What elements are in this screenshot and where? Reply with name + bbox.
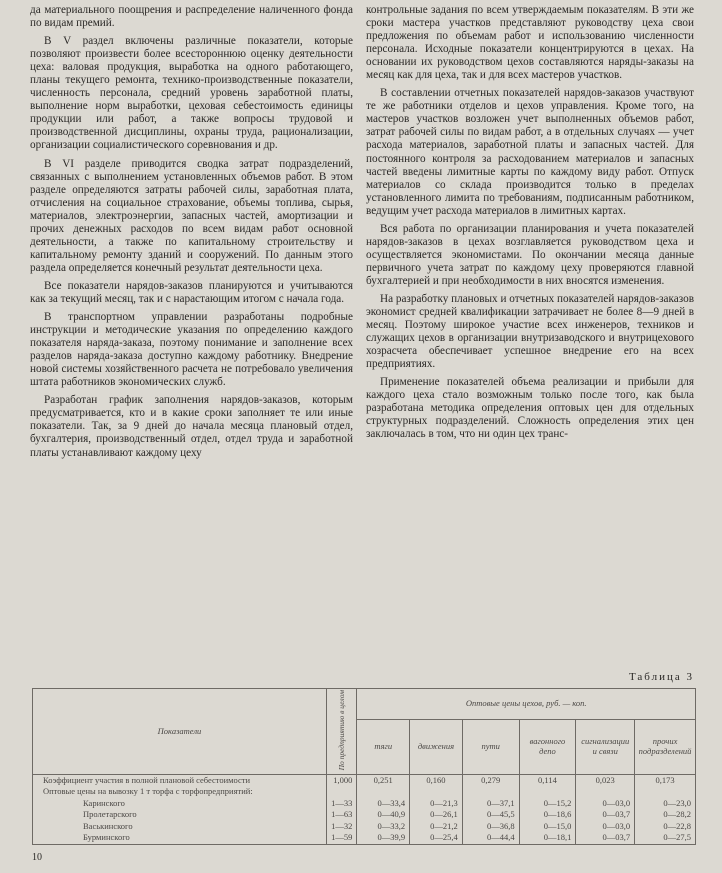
cell: 0,023 bbox=[576, 774, 635, 786]
table-row bbox=[33, 809, 696, 821]
cell: 0—03,7 bbox=[576, 809, 635, 821]
cell: 0—40,9 bbox=[357, 809, 410, 821]
cell: 0—03,0 bbox=[576, 821, 635, 833]
cell: 0—22,8 bbox=[635, 821, 696, 833]
header-col: вагонного депо bbox=[519, 720, 576, 775]
table-title: Таблица 3 bbox=[628, 671, 694, 683]
header-col: движения bbox=[410, 720, 463, 775]
row-label: Каринского bbox=[33, 798, 327, 810]
paragraph: контрольные задания по всем утверждаемым показателям. В эти же сроки мастера участков представляют руководству цеха свои предложения по объемам работ и использованию численности персонала. Исходные показатели концентрируются в цехах. На основании их руководством цехов составляются наряды-заказы на месяц как для цеха, так и для всех мастеров участков. bbox=[366, 4, 694, 82]
cell: 0—39,9 bbox=[357, 832, 410, 844]
paragraph: В VI разделе приводится сводка затрат подразделений, связанных с выполнением установленных объемов работ. В этом разделе определяются затраты рабочей силы, заработная плата, отчисления на социальное страхование, объемы топлива, сырья, материалов, электроэнергии, запасных частей, амортизации и прочих денежных расходов по всем видам работ основной деятельности, а также по капитальному строительству и капитальному ремонту зданий и сооружений. По данным этого раздела определяется конечный результат деятельности цеха. bbox=[30, 157, 353, 274]
header-col: сигнализации и связи bbox=[576, 720, 635, 775]
paragraph: да материального поощрения и распределение наличенного фонда по видам премий. bbox=[30, 4, 353, 30]
paragraph: В составлении отчетных показателей нарядов-заказов участвуют те же работники отделов и цехов управления. Кроме того, на мастеров участков возложен учет выполненных объемов работ, затрат рабочей силы по видам работ, а в отдельных случаях — учет расхода материалов, заработной платы и запасных частей. Для постоянного контроля за расходованием материалов и запасных частей введены лимитные карты по каждому виду работ. Отпуск материалов со склада производится только в пределах установленного лимита по требованиям, подписанным работником, ведущим учет расхода материалов в лимитных картах. bbox=[366, 87, 694, 217]
cell: 0—28,2 bbox=[635, 809, 696, 821]
header-total: По предприятию в целом bbox=[326, 689, 356, 775]
table-row bbox=[33, 774, 696, 786]
header-col: тяги bbox=[357, 720, 410, 775]
cell-total: 1—33 bbox=[326, 798, 356, 810]
paragraph: Вся работа по организации планирования и учета показателей нарядов-заказов в цехах возглавляется руководством цеха и осуществляется экономистами. По окончании месяца данные первичного учета затрат по каждому цеху проверяются главной бухгалтерией и при необходимости в них вносятся изменения. bbox=[366, 222, 694, 287]
header-group: Оптовые цены цехов, руб. — коп. bbox=[357, 689, 696, 720]
wholesale-prices-table bbox=[32, 688, 696, 845]
paragraph: В транспортном управлении разработаны подробные инструкции и методические указания по определению каждого показателя наряда-заказа, поэтому понимание и заполнение всех разделов наряда-заказа доступно каждому работнику. Внедрение новой системы хозяйственного расчета не потребовало увеличения штата работников экономических служб. bbox=[30, 311, 353, 389]
header-col: пути bbox=[462, 720, 519, 775]
cell: 0,160 bbox=[410, 774, 463, 786]
table-row bbox=[33, 832, 696, 844]
cell-total: 1,000 bbox=[326, 774, 356, 786]
table-row bbox=[33, 786, 696, 798]
cell: 0,114 bbox=[519, 774, 576, 786]
cell-total: 1—32 bbox=[326, 821, 356, 833]
cell: 0—33,2 bbox=[357, 821, 410, 833]
cell: 0,251 bbox=[357, 774, 410, 786]
cell: 0—18,6 bbox=[519, 809, 576, 821]
cell: 0—25,4 bbox=[410, 832, 463, 844]
cell-total: 1—59 bbox=[326, 832, 356, 844]
paragraph: Применение показателей объема реализации и прибыли для каждого цеха стало возможным только после того, как была разработана методика определения оптовых цен для отдельных структурных подразделений. Сложность определения этих цен заключалась в том, что ни один цех транс- bbox=[366, 376, 694, 441]
cell: 0—37,1 bbox=[462, 798, 519, 810]
table-row bbox=[33, 821, 696, 833]
paragraph: В V раздел включены различные показатели, которые позволяют произвести более всестороннюю оценку деятельности цеха: валовая продукция, выработка на одного работающего, планы текущего ремонта, технико-производственные показатели, численность персонала, средний уровень заработной платы, выполнение норм выработки, цеховая себестоимость единицы продукции или работ, а также вопросы трудовой и производственной дисциплины, охраны труда, рационализации, организации социалистического соревнования и др. bbox=[30, 35, 353, 152]
cell: 0—21,3 bbox=[410, 798, 463, 810]
row-label: Васькинского bbox=[33, 821, 327, 833]
row-label: Пролетарского bbox=[33, 809, 327, 821]
cell: 0—36,8 bbox=[462, 821, 519, 833]
group-label: Оптовые цены на вывозку 1 т торфа с торфопредприятий: bbox=[33, 786, 327, 798]
paragraph: Разработан график заполнения нарядов-заказов, которым предусматривается, кто и в какие сроки заполняет те или иные показатели. Так, за 9 дней до начала месяца плановый отдел, бухгалтерия, производственный отдел, отдел труда и заработной платы устанавливают каждому цеху bbox=[30, 394, 353, 459]
cell: 0—33,4 bbox=[357, 798, 410, 810]
table-row bbox=[33, 798, 696, 810]
cell: 0—26,1 bbox=[410, 809, 463, 821]
page-number: 10 bbox=[32, 852, 42, 863]
cell: 0—18,1 bbox=[519, 832, 576, 844]
header-col: прочих подразделений bbox=[635, 720, 696, 775]
cell: 0—44,4 bbox=[462, 832, 519, 844]
cell: 0—21,2 bbox=[410, 821, 463, 833]
cell: 0—15,2 bbox=[519, 798, 576, 810]
paragraph: На разработку плановых и отчетных показателей нарядов-заказов экономист средней квалификации затрачивает не более 8—9 дней в месяц. Поэтому широкое участие всех инженеров, техников и служащих цехов в организации внутризаводского и внутрицехового хозрасчета обеспечивает успешное внедрение его на всех предприятиях. bbox=[366, 292, 694, 371]
table-header-row bbox=[33, 689, 696, 720]
left-column bbox=[30, 4, 353, 465]
cell: 0,173 bbox=[635, 774, 696, 786]
cell: 0—23,0 bbox=[635, 798, 696, 810]
cell: 0,279 bbox=[462, 774, 519, 786]
row-label: Коэффициент участия в полной плановой себестоимости bbox=[33, 774, 327, 786]
cell: 0—03,7 bbox=[576, 832, 635, 844]
header-indicators: Показатели bbox=[33, 689, 327, 775]
cell: 0—45,5 bbox=[462, 809, 519, 821]
cell: 0—15,0 bbox=[519, 821, 576, 833]
cell: 0—27,5 bbox=[635, 832, 696, 844]
row-label: Бурминского bbox=[33, 832, 327, 844]
right-column bbox=[366, 4, 694, 447]
cell-total: 1—63 bbox=[326, 809, 356, 821]
cell: 0—03,0 bbox=[576, 798, 635, 810]
paragraph: Все показатели нарядов-заказов планируются и учитываются как за текущий месяц, так и с нарастающим итогом с начала года. bbox=[30, 279, 353, 305]
